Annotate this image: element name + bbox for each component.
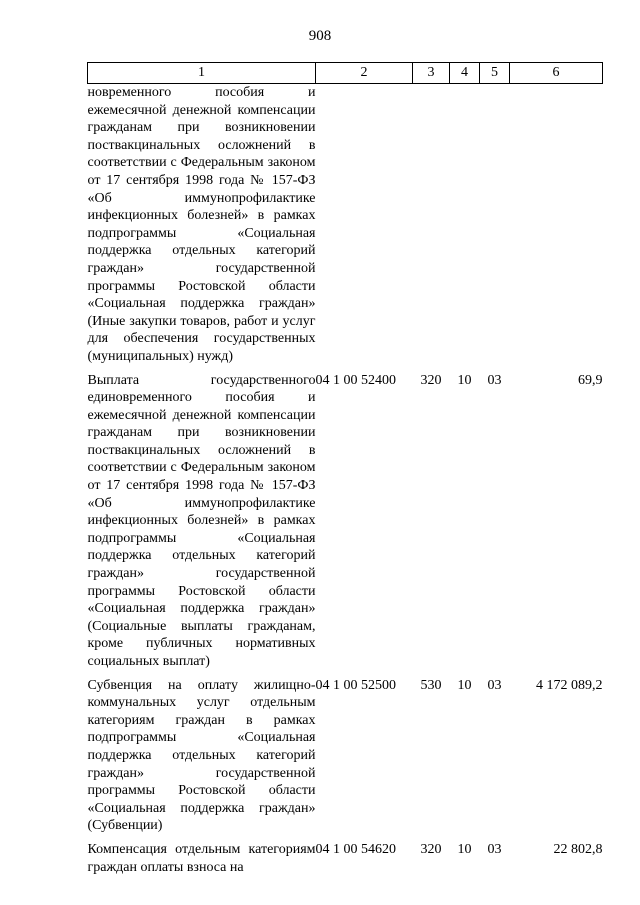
row-col-5: 03 [487,841,502,857]
table-row [88,366,603,671]
row-col-5: 03 [487,372,502,388]
row-description: Субвенция на оплату жилищно-коммунальных услуг отдельным категориям граждан в рамках подпрограммы «Социальная поддержка отдельных категорий граждан» государственной программы Ростовской области «Социальная поддержка граждан» (Субвенции) [87,677,316,834]
table-row [88,84,603,366]
row-amount [510,84,603,366]
row-amount: 69,9 [578,372,603,388]
row-col-4: 10 [457,677,472,693]
row-col-4: 10 [457,841,472,857]
row-col-4 [450,84,480,366]
row-description: Компенсация отдельным категориям граждан оплаты взноса на [87,841,316,875]
header-col-3: 3 [413,63,450,84]
row-description: Выплата государственного единовременного пособия и ежемесячной денежной компенсации гражданам при возникновении поствакцинальных осложнений в соответствии с Федеральным законом от 17 сентября 1998 года № 157-ФЗ «Об иммунопрофилактике инфекционных болезней» в рамках подпрограммы «Социальная поддержка отдельных категорий граждан» государственной программы Ростовской области «Социальная поддержка граждан» (Социальные выплаты гражданам, кроме публичных нормативных социальных выплат) [87,372,316,669]
header-col-5: 5 [480,63,510,84]
row-code: 04 1 00 54620 [315,841,396,857]
row-col-3: 530 [420,677,442,693]
header-col-6: 6 [510,63,603,84]
header-col-4: 4 [450,63,480,84]
row-col-4: 10 [457,372,472,388]
row-amount: 4 172 089,2 [536,677,603,693]
row-col-5 [480,84,510,366]
row-code: 04 1 00 52500 [315,677,396,693]
row-code: 04 1 00 52400 [315,372,396,388]
row-col-3 [413,84,450,366]
row-description: новременного пособия и ежемесячной денежной компенсации гражданам при возникновении поствакцинальных осложнений в соответствии с Федеральным законом от 17 сентября 1998 года № 157-ФЗ «Об иммунопрофилактике инфекционных болезней» в рамках подпрограммы «Социальная поддержка отдельных категорий граждан» государственной программы Ростовской области «Социальная поддержка граждан» (Иные закупки товаров, работ и услуг для обеспечения государственных (муниципальных) нужд) [87,85,316,364]
table-row [88,671,603,835]
header-row [88,63,603,84]
table-row [88,835,603,876]
row-amount: 22 802,8 [553,841,603,857]
row-col-3: 320 [420,841,442,857]
budget-table [87,62,603,876]
row-col-3: 320 [420,372,442,388]
page-number: 908 [308,28,332,44]
row-code [316,84,413,366]
row-col-5: 03 [487,677,502,693]
header-col-1: 1 [88,63,316,84]
header-col-2: 2 [316,63,413,84]
